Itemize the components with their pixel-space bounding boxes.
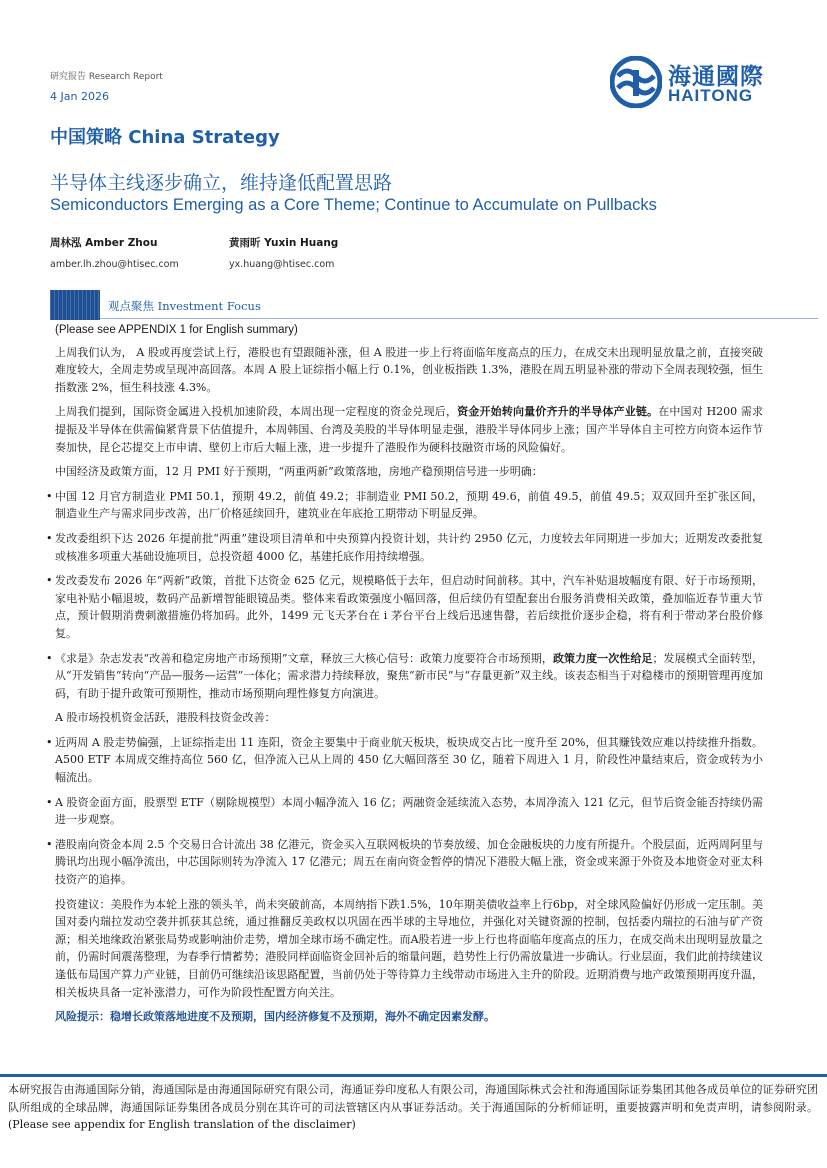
report-title-en: Semiconductors Emerging as a Core Theme; Continue to Accumulate on Pullbacks bbox=[50, 196, 657, 214]
series-title: 中国策略 China Strategy bbox=[50, 127, 280, 148]
risk-warning: 风险提示：稳增长政策落地进度不及预期，国内经济修复不及预期，海外不确定因素发酵。 bbox=[55, 1010, 495, 1024]
logo-chinese: 海通國際 bbox=[668, 64, 764, 90]
disclaimer-footer: 本研究报告由海通国际分销，海通国际是由海通国际研究有限公司，海通证券印度私人有限公司，海通国际株式会社和海通国际证券集团其他各成员单位的证券研究团队所组成的全球品牌，海通国际证券集团各成员分别在其许可的司法管辖区内从事证券活动。关于海通国际的分析师证明，重要披露声明和免责声明，请参阅附录。(Please see appendix for English translation of the disclaimer) bbox=[8, 1083, 818, 1131]
bullet-list bbox=[55, 734, 763, 889]
author-name: 周林泓 Amber Zhou bbox=[50, 237, 158, 249]
author-name: 黄雨昕 Yuxin Huang bbox=[229, 237, 339, 249]
paragraph: 投资建议：美股作为本轮上涨的领头羊，尚未突破前高，本周纳指下跌1.5%，10年期美债收益率上行6bp，对全球风险偏好仍形成一定压制。美国对委内瑞拉发动空袭并抓获其总统，通过推翻反美政权以巩固在西半球的主导地位，并强化对关键资源的控制，包括委内瑞拉的石油与矿产资源；相关地缘政治紧张局势或影响油价走势，增加全球市场不确定性。而A股若进一步上行也将面临年度高点的压力，在成交尚未出现明显放量之前，仍需时间震荡整理，为春季行情蓄势；港股同样面临资金回补后的缩量问题，趋势性上行仍需放量进一步确认。行业层面，我们此前持续建议逢低布局国产算力产业链，目前仍可继续沿该思路配置，当前仍处于等待算力主线带动市场进入主升的阶段。近期消费与地产政策预期再度升温，相关板块具备一定补涨潜力，可作为阶段性配置方向关注。 bbox=[55, 897, 763, 999]
author-email[interactable]: yx.huang@htisec.com bbox=[229, 259, 335, 270]
logo-english: HAITONG bbox=[668, 86, 754, 105]
section-title: 观点聚焦 Investment Focus bbox=[108, 299, 261, 313]
appendix-note: (Please see APPENDIX 1 for English summary) bbox=[55, 324, 298, 336]
list-item: • 《求是》杂志发表“改善和稳定房地产市场预期”文章，释放三大核心信号：政策力度要符合市场预期，政策力度一次性给足；发展模式全面转型，从“开发销售”转向“产品—服务—运营”一体化；需求潜力持续释放，聚焦“新市民”与“存量更新”双主线。该表态相当于对稳楼市的预期管理再度加码，有助于提升政策可预期性，推动市场预期向理性修复方向演进。 bbox=[55, 650, 763, 703]
list-item: • A 股资金面方面，股票型 ETF（剔除规模型）本周小幅净流入 16 亿；两融资金延续流入态势，本周净流入 121 亿元，但节后资金能否持续仍需进一步观察。 bbox=[55, 794, 763, 829]
list-item: • 港股南向资金本周 2.5 个交易日合计流出 38 亿港元，资金买入互联网板块的节奏放缓、加仓金融板块的力度有所提升。个股层面，近两周阿里与腾讯均出现小幅净流出，中芯国际则转为净流入 17 亿港元；周五在南向资金暂停的情况下港股大幅上涨，资金或来源于外资及本地资金对亚太科技资产的追捧。 bbox=[55, 836, 763, 889]
focus-decoration bbox=[50, 290, 100, 320]
paragraph: 上周我们认为， A 股或再度尝试上行，港股也有望跟随补涨，但 A 股进一步上行将面临年度高点的压力，在成交未出现明显放量之前，直接突破难度较大，全周走势或呈现冲高回落。本周 A 股上证综指小幅上行 0.1%，创业板指跌 1.3%，港股在周五明显补涨的带动下全周表现较强，恒生指数涨 2%，恒生科技涨 4.3%。 bbox=[55, 345, 763, 394]
list-item: • 近两周 A 股走势偏强，上证综指走出 11 连阳，资金主要集中于商业航天板块，板块成交占比一度升至 20%，但其赚钱效应难以持续推升指数。A500 ETF 本周成交维持高位 560 亿，但净流入已从上周的 450 亿大幅回落至 30 亿，随着下周进入 1 月，阶段性冲量结束后，资金或转为小幅流出。 bbox=[55, 734, 763, 787]
paragraph: 中国经济及政策方面，12 月 PMI 好于预期，“两重两新”政策落地，房地产稳预期信号进一步明确： bbox=[55, 465, 543, 479]
list-item: • 发改委发布 2026 年“两新”政策，首批下达资金 625 亿元，规模略低于去年，但启动时间前移。其中，汽车补贴退坡幅度有限、好于市场预期，家电补贴小幅退坡，数码产品新增智能眼镜品类。整体来看政策强度小幅回落，但后续仍有望配套出台服务消费相关政策，叠加临近春节重大节点，预计假期消费刺激措施仍将加码。此外，1499 元飞天茅台在 i 茅台平台上线后迅速售罄，若后续批价逐步企稳，将有利于带动茅台股价修复。 bbox=[55, 572, 763, 642]
paragraph: A 股市场投机资金活跃，港股科技资金改善： bbox=[55, 711, 276, 725]
report-type: 研究报告 Research Report bbox=[50, 72, 163, 82]
list-item: • 发改委组织下达 2026 年提前批“两重”建设项目清单和中央预算内投资计划，共计约 2950 亿元，力度较去年同期进一步加大；近期发改委批复或核准多项重大基础设施项目，总投资超 4000 亿，基建托底作用持续增强。 bbox=[55, 530, 763, 565]
author-email[interactable]: amber.lh.zhou@htisec.com bbox=[50, 259, 179, 270]
divider bbox=[100, 318, 818, 319]
report-date: 4 Jan 2026 bbox=[50, 90, 109, 103]
paragraph: 上周我们提到，国际资金属进入投机加速阶段，本周出现一定程度的资金兑现后，资金开始转向量价齐升的半导体产业链。在中国对 H200 需求提振及半导体在供需偏紧背景下估值提升，本周韩国、台湾及美股的半导体明显走强，港股半导体同步上涨；国产半导体自主可控方向资本运作节奏加快，昆仑芯提交上市申请、壁仞上市后大幅上涨，进一步提升了港股作为硬科技融资市场的风险偏好。 bbox=[55, 405, 763, 454]
report-body bbox=[55, 322, 763, 1033]
haitong-logo-icon bbox=[610, 56, 662, 108]
report-title-cn: 半导体主线逐步确立，维持逢低配置思路 bbox=[50, 172, 393, 194]
bullet-list bbox=[55, 488, 763, 703]
list-item: • 中国 12 月官方制造业 PMI 50.1，预期 49.2，前值 49.2；非制造业 PMI 50.2，预期 49.6，前值 49.5，前值 49.5；双双回升至扩张区间，制造业生产与需求同步改善，出厂价格延续回升，建筑业在年底抢工期带动下明显反弹。 bbox=[55, 488, 763, 523]
divider bbox=[0, 1074, 827, 1077]
